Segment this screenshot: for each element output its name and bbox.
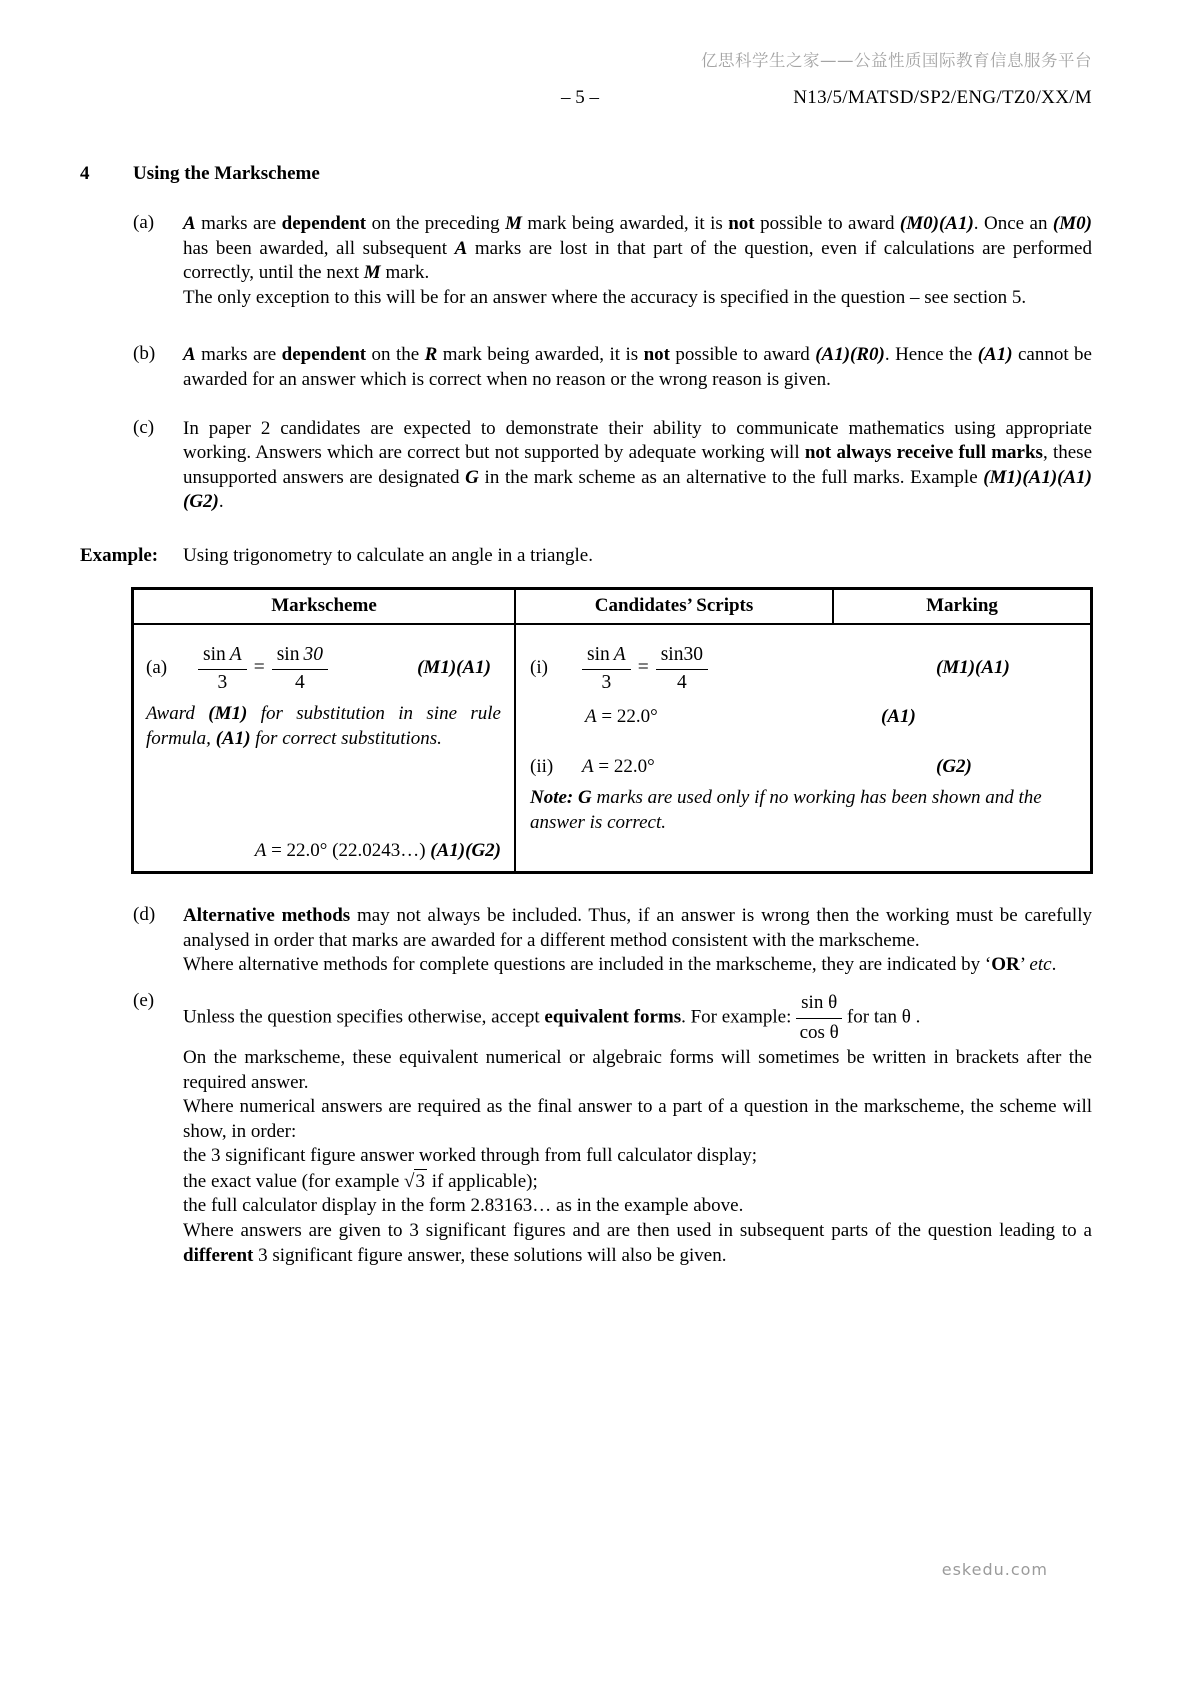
item-c	[133, 417, 1092, 515]
paragraph: A marks are dependent on the preceding M mark being awarded, it is not possible to award (M0)(A1). Once an (M0) has been awarded, all subsequent A marks are lost in that part of the question, even if calculations are performed correctly, until the next M mark.	[183, 213, 1092, 284]
table-header-marking: Marking	[926, 594, 998, 616]
equals-sign: =	[253, 657, 265, 679]
watermark-footer: eskedu.com	[941, 1560, 1048, 1579]
paragraph: Where numerical answers are required as the final answer to a part of a question in the markscheme, the scheme will show, in order:	[183, 1096, 1092, 1142]
item-a	[133, 212, 1092, 310]
equals-sign: =	[637, 657, 649, 679]
fraction: $\frac{\sin 30}{4}$	[272, 643, 328, 694]
watermark-header: 亿思科学生之家——公益性质国际教育信息服务平台	[701, 51, 1092, 70]
item-e	[133, 990, 1092, 1269]
item-b	[133, 343, 1092, 392]
item-b-body	[183, 343, 1092, 392]
table-header-row	[134, 590, 1090, 625]
mark-annotation: (M1)(A1)	[936, 657, 1010, 679]
markscheme-equation-row	[146, 643, 501, 694]
item-a-label: (a)	[133, 212, 155, 233]
example-row	[80, 545, 1092, 567]
paragraph: Where answers are given to 3 significant figures and are then used in subsequent parts of the question leading to a different 3 significant figure answer, these solutions will also be given.	[183, 1220, 1092, 1266]
section-heading	[80, 163, 1092, 185]
paragraph: Where alternative methods for complete questions are included in the markscheme, they are indicated by ‘OR’ etc.	[183, 954, 1057, 976]
paragraph: In paper 2 candidates are expected to demonstrate their ability to communicate mathematics using appropriate working. Answers which are correct but not supported by adequate working will not always receive full marks, these unsupported answers are designated G in the mark scheme as an alternative to the full marks. Example (M1)(A1)(A1)(G2).	[183, 417, 1092, 513]
script-answer-row	[530, 706, 1078, 728]
markscheme-note: Award (M1) for substitution in sine rule formula, (A1) for correct substitutions.	[146, 702, 501, 750]
fraction: $\frac{\text{sin A}}{3}$	[582, 643, 631, 694]
section-title: Using the Markscheme	[133, 163, 320, 184]
mark-annotation: (G2)	[936, 755, 972, 777]
paragraph: the exact value (for example √3 if applicable);	[183, 1169, 1092, 1195]
table-header-markscheme: Markscheme	[134, 590, 516, 623]
paragraph: On the markscheme, these equivalent numerical or algebraic forms will sometimes be written in brackets after the required answer.	[183, 1046, 1092, 1093]
item-a-body	[183, 212, 1092, 310]
item-e-body	[183, 990, 1092, 1269]
fraction: $\frac{\sin 30}{4}$	[656, 643, 708, 694]
table-body-row	[134, 625, 1090, 871]
script-row-label: (i)	[530, 657, 548, 679]
item-e-label: (e)	[133, 989, 155, 1011]
scripts-note: Note: G marks are used only if no working has been shown and the answer is correct.	[530, 786, 1042, 834]
candidates-scripts-cell	[516, 625, 1090, 871]
item-c-body	[183, 417, 1092, 515]
fraction: $\frac{\text{sin A}}{3}$	[198, 643, 247, 694]
equation-item-label: (a)	[146, 657, 168, 679]
script-row-i	[530, 643, 1078, 694]
markscheme-table	[131, 587, 1093, 874]
markscheme-cell	[134, 625, 516, 871]
page-header-line	[80, 87, 1092, 113]
paragraph: Alternative methods may not always be included. Thus, if an answer is wrong then the working must be carefully analysed in order that marks are awarded for a different method consistent with the markscheme.	[183, 904, 1092, 951]
paragraph: the full calculator display in the form 2.83163… as in the example above.	[183, 1195, 744, 1217]
mark-annotation: (M1)(A1)	[417, 657, 491, 679]
script-answer: A = 22.0°	[585, 705, 658, 727]
item-d-body	[183, 904, 1092, 978]
sine-rule-equation	[198, 643, 328, 694]
paragraph: The only exception to this will be for an answer where the accuracy is specified in the question – see section 5.	[183, 286, 1027, 308]
markscheme-answer: A = 22.0° (22.0243…) (A1)(G2)	[254, 839, 501, 861]
script-row-ii	[530, 756, 1078, 778]
script-row-label: (ii)	[530, 755, 554, 777]
script-answer: A = 22.0°	[582, 755, 655, 777]
item-b-label: (b)	[133, 343, 156, 365]
paragraph: Unless the question specifies otherwise, accept equivalent forms. For example: $\frac{\text{sin θ}}{\text{cos θ}}$ for tan θ .	[183, 991, 921, 1044]
section-number: 4	[80, 163, 90, 184]
example-label: Example:	[80, 544, 159, 566]
mark-annotation: (A1)	[881, 705, 916, 727]
example-text: Using trigonometry to calculate an angle in a triangle.	[183, 544, 593, 566]
item-c-label: (c)	[133, 416, 155, 438]
table-header-candidates-scripts: Candidates’ Scripts	[516, 590, 834, 623]
paragraph: A marks are dependent on the R mark being awarded, it is not possible to award (A1)(R0). Hence the (A1) cannot be awarded for an answer which is correct when no reason or the wrong reason is given.	[183, 344, 1092, 390]
page-number: – 5 –	[561, 87, 599, 108]
document-code: N13/5/MATSD/SP2/ENG/TZ0/XX/M	[793, 87, 1092, 108]
paragraph: the 3 significant figure answer worked through from full calculator display;	[183, 1145, 758, 1167]
item-d-label: (d)	[133, 903, 156, 925]
item-d	[133, 904, 1092, 978]
sine-rule-equation	[582, 643, 708, 694]
